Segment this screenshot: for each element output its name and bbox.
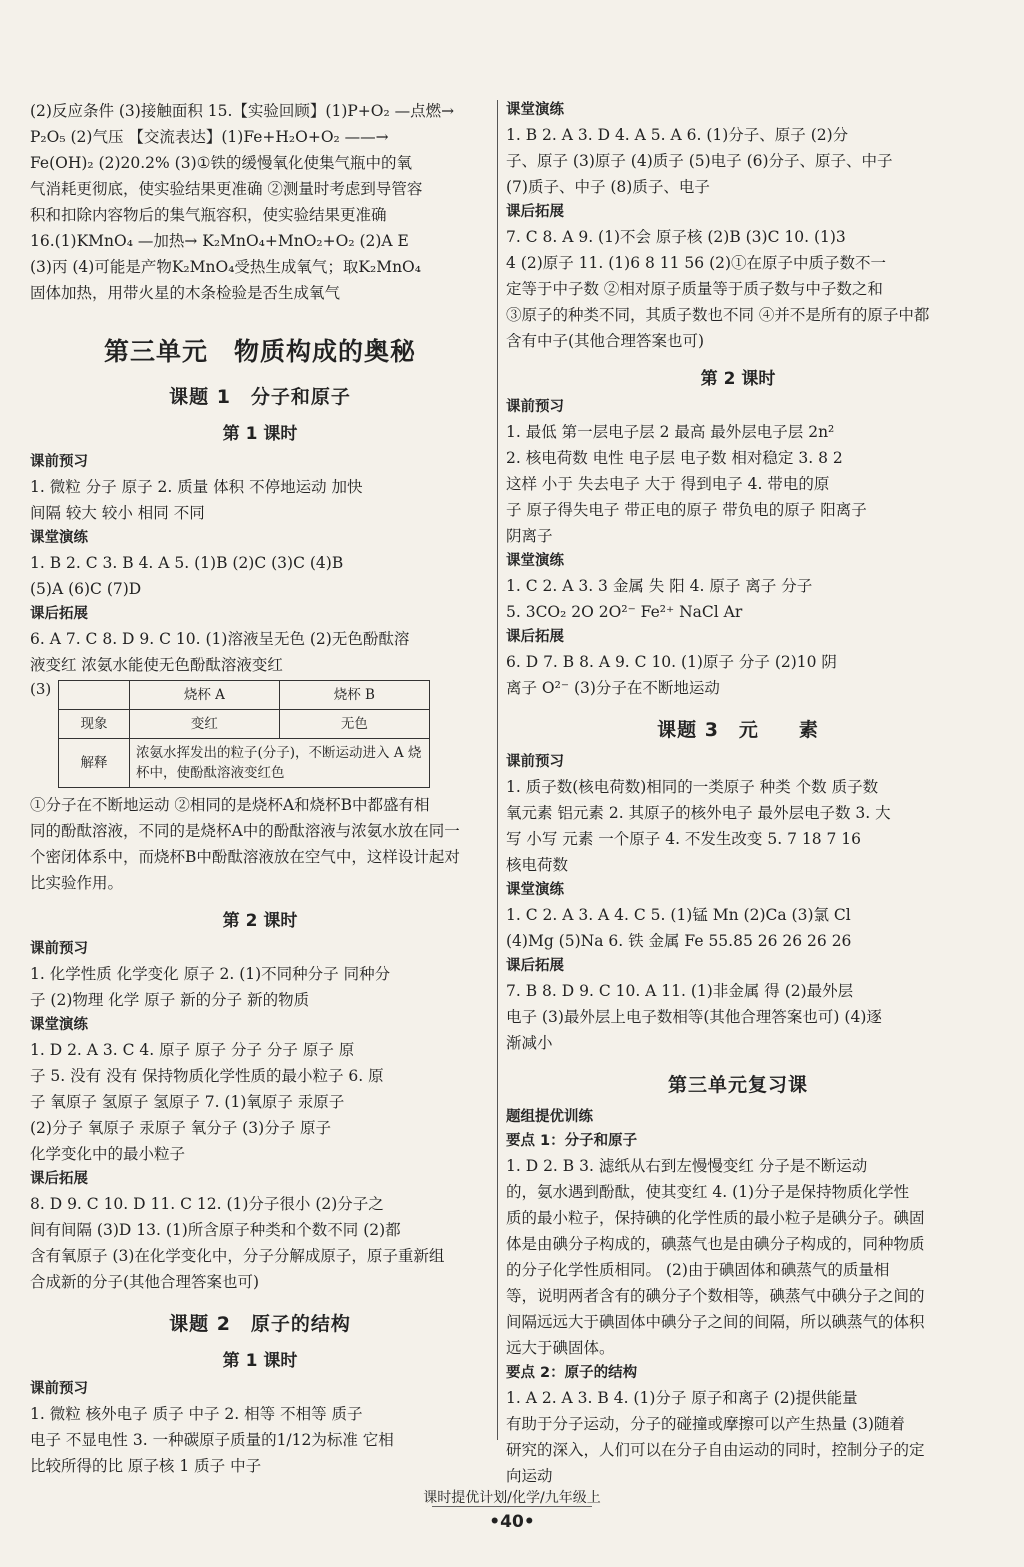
text-line: 电子 不显电性 3. 一种碳原子质量的1/12为标准 它相 — [30, 1431, 394, 1449]
text-line: 1. 最低 第一层电子层 2 最高 最外层电子层 2n² — [506, 423, 835, 441]
text-line: 1. D 2. B 3. 滤纸从右到左慢慢变红 分子是不断运动 — [506, 1157, 868, 1175]
text-line: 电子 (3)最外层上电子数相等(其他合理答案也可) (4)逐 — [506, 1008, 882, 1026]
text-line: 合成新的分子(其他合理答案也可) — [30, 1273, 260, 1291]
text-line: 1. C 2. A 3. 3 金属 失 阳 4. 原子 离子 分子 — [506, 577, 813, 595]
section-heading: 课堂演练 — [506, 102, 564, 118]
table-row — [59, 739, 430, 788]
section-heading: 课堂演练 — [506, 553, 564, 569]
text-line: 间隔 较大 较小 相同 不同 — [30, 504, 205, 522]
table-header-cell: 烧杯 B — [279, 681, 429, 710]
text-line: ①分子在不断地运动 ②相同的是烧杯A和烧杯B中都盛有相 — [30, 796, 430, 814]
text-line: 1. 微粒 分子 原子 2. 质量 体积 不停地运动 加快 — [30, 478, 363, 496]
text-line: 7. B 8. D 9. C 10. A 11. (1)非金属 得 (2)最外层 — [506, 982, 854, 1000]
table-header-cell: 烧杯 A — [130, 681, 280, 710]
unit-title: 第三单元 物质构成的奥秘 — [103, 337, 416, 366]
text-line: 核电荷数 — [506, 856, 569, 874]
text-line: 等，说明两者含有的碘分子个数相等，碘蒸气中碘分子之间的 — [506, 1287, 925, 1305]
footer-rule — [432, 1506, 592, 1507]
text-line: 氧元素 铝元素 2. 其原子的核外电子 最外层电子数 3. 大 — [506, 804, 891, 822]
text-line: 子 氧原子 氢原子 氢原子 7. (1)氧原子 汞原子 — [30, 1093, 345, 1111]
text-line: P₂O₅ (2)气压 【交流表达】(1)Fe+H₂O+O₂ ——→ — [30, 128, 389, 146]
section-heading: 课前预习 — [30, 1381, 88, 1397]
footer-book-title: 课时提优计划/化学/九年级上 — [423, 1490, 601, 1506]
section-heading: 题组提优训练 — [506, 1109, 593, 1125]
section-heading: 课前预习 — [506, 754, 564, 770]
key-point-heading: 要点 1：分子和原子 — [506, 1133, 638, 1149]
topic-title: 课题 3 元 素 — [657, 719, 819, 741]
text-line: 8. D 9. C 10. D 11. C 12. (1)分子很小 (2)分子之 — [30, 1195, 384, 1213]
text-line: 1. 微粒 核外电子 质子 中子 2. 相等 不相等 质子 — [30, 1405, 363, 1423]
text-line: 气消耗更彻底，使实验结果更准确 ②测量时考虑到导管容 — [30, 180, 423, 198]
text-line: 定等于中子数 ②相对原子质量等于质子数与中子数之和 — [506, 280, 883, 298]
text-line: Fe(OH)₂ (2)20.2% (3)①铁的缓慢氧化使集气瓶中的氧 — [30, 154, 413, 172]
text-line: 1. 化学性质 化学变化 原子 2. (1)不同种分子 同种分 — [30, 965, 391, 983]
text-line: 液变红 浓氨水能使无色酚酞溶液变红 — [30, 656, 283, 674]
text-line: 子 5. 没有 没有 保持物质化学性质的最小粒子 6. 原 — [30, 1067, 384, 1085]
text-line: 有助于分子运动，分子的碰撞或摩擦可以产生热量 (3)随着 — [506, 1415, 905, 1433]
lesson-title: 第 1 课时 — [222, 424, 298, 444]
section-heading: 课堂演练 — [30, 530, 88, 546]
right-column — [506, 98, 970, 1489]
text-line: 积和扣除内容物后的集气瓶容积，使实验结果更准确 — [30, 206, 387, 224]
table-cell: 变红 — [130, 710, 280, 739]
text-line: 间有间隔 (3)D 13. (1)所含原子种类和个数不同 (2)都 — [30, 1221, 401, 1239]
text-line: 5. 3CO₂ 2O 2O²⁻ Fe²⁺ NaCl Ar — [506, 603, 743, 621]
text-line: 远大于碘固体。 — [506, 1339, 615, 1357]
text-line: 质的最小粒子，保持碘的化学性质的最小粒子是碘分子。碘固 — [506, 1209, 925, 1227]
text-line: 7. C 8. A 9. (1)不会 原子核 (2)B (3)C 10. (1)3 — [506, 228, 846, 246]
left-column — [30, 98, 490, 1479]
table-row — [59, 710, 430, 739]
text-line: 1. 质子数(核电荷数)相同的一类原子 种类 个数 质子数 — [506, 778, 879, 796]
text-line: 子 原子得失电子 带正电的原子 带负电的原子 阳离子 — [506, 501, 867, 519]
text-line: 16.(1)KMnO₄ —加热→ K₂MnO₄+MnO₂+O₂ (2)A E — [30, 232, 409, 250]
experiment-table-block — [30, 680, 490, 788]
text-line: (5)A (6)C (7)D — [30, 580, 142, 598]
table-row-label: 解释 — [59, 739, 130, 788]
section-heading: 课后拓展 — [30, 1171, 88, 1187]
section-heading: 课后拓展 — [506, 958, 564, 974]
table-cell: 无色 — [279, 710, 429, 739]
text-line: 比较所得的比 原子核 1 质子 中子 — [30, 1457, 262, 1475]
text-line: 1. D 2. A 3. C 4. 原子 原子 分子 分子 原子 原 — [30, 1041, 355, 1059]
text-line: 含有中子(其他合理答案也可) — [506, 332, 705, 350]
intro-answers — [30, 98, 490, 306]
text-line: 1. B 2. A 3. D 4. A 5. A 6. (1)分子、原子 (2)分 — [506, 126, 849, 144]
text-line: 1. C 2. A 3. A 4. C 5. (1)锰 Mn (2)Ca (3)氯 Cl — [506, 906, 851, 924]
text-line: 渐减小 — [506, 1034, 553, 1052]
text-line: (7)质子、中子 (8)质子、电子 — [506, 178, 710, 196]
table-row — [59, 681, 430, 710]
text-line: 4 (2)原子 11. (1)6 8 11 56 (2)①在原子中质子数不一 — [506, 254, 887, 272]
text-line: 个密闭体系中，而烧杯B中酚酞溶液放在空气中，这样设计起对 — [30, 848, 460, 866]
text-line: 1. A 2. A 3. B 4. (1)分子 原子和离子 (2)提供能量 — [506, 1389, 858, 1407]
text-line: 含有氧原子 (3)在化学变化中，分子分解成原子，原子重新组 — [30, 1247, 445, 1265]
topic-title: 课题 2 原子的结构 — [169, 1313, 351, 1335]
text-line: 间隔远远大于碘固体中碘分子之间的间隔，所以碘蒸气的体积 — [506, 1313, 925, 1331]
text-line: 子、原子 (3)原子 (4)质子 (5)电子 (6)分子、原子、中子 — [506, 152, 893, 170]
table-label: (3) — [30, 680, 52, 698]
text-line: 比实验作用。 — [30, 874, 124, 892]
text-line: 化学变化中的最小粒子 — [30, 1145, 186, 1163]
text-line: 离子 O²⁻ (3)分子在不断地运动 — [506, 679, 720, 697]
key-point-heading: 要点 2：原子的结构 — [506, 1365, 638, 1381]
text-line: 体是由碘分子构成的，碘蒸气也是由碘分子构成的，同种物质 — [506, 1235, 925, 1253]
page-number: •40• — [489, 1512, 535, 1532]
text-line: (2)分子 氧原子 汞原子 氧分子 (3)分子 原子 — [30, 1119, 332, 1137]
text-line: 2. 核电荷数 电性 电子层 电子数 相对稳定 3. 8 2 — [506, 449, 843, 467]
text-line: 写 小写 元素 一个原子 4. 不发生改变 5. 7 18 7 16 — [506, 830, 862, 848]
section-heading: 课后拓展 — [506, 204, 564, 220]
text-line: 这样 小于 失去电子 大于 得到电子 4. 带电的原 — [506, 475, 830, 493]
column-divider — [497, 100, 498, 1440]
text-line: 研究的深入，人们可以在分子自由运动的同时，控制分子的定 — [506, 1441, 925, 1459]
text-line: ③原子的种类不同，其质子数也不同 ④并不是所有的原子中都 — [506, 306, 930, 324]
table-row-label: 现象 — [59, 710, 130, 739]
text-line: (2)反应条件 (3)接触面积 15.【实验回顾】(1)P+O₂ —点燃→ — [30, 102, 455, 120]
lesson-title: 第 1 课时 — [222, 1351, 298, 1371]
experiment-table — [58, 680, 430, 788]
text-line: 1. B 2. C 3. B 4. A 5. (1)B (2)C (3)C (4)B — [30, 554, 344, 572]
text-line: 阴离子 — [506, 527, 553, 545]
review-title: 第三单元复习课 — [667, 1074, 808, 1096]
text-line: 的分子化学性质相同。 (2)由于碘固体和碘蒸气的质量相 — [506, 1261, 890, 1279]
text-line: 固体加热，用带火星的木条检验是否生成氧气 — [30, 284, 341, 302]
text-line: (3)丙 (4)可能是产物K₂MnO₄受热生成氧气；取K₂MnO₄ — [30, 258, 421, 276]
text-line: 向运动 — [506, 1467, 553, 1485]
text-line: 6. D 7. B 8. A 9. C 10. (1)原子 分子 (2)10 阴 — [506, 653, 837, 671]
text-line: 子 (2)物理 化学 原子 新的分子 新的物质 — [30, 991, 310, 1009]
section-heading: 课前预习 — [506, 399, 564, 415]
table-cell: 浓氨水挥发出的粒子(分子)，不断运动进入 A 烧杯中，使酚酞溶液变红色 — [130, 739, 430, 788]
section-heading: 课堂演练 — [506, 882, 564, 898]
section-heading: 课前预习 — [30, 941, 88, 957]
section-heading: 课后拓展 — [30, 606, 88, 622]
topic-title: 课题 1 分子和原子 — [169, 386, 351, 408]
section-heading: 课前预习 — [30, 454, 88, 470]
text-line: (4)Mg (5)Na 6. 铁 金属 Fe 55.85 26 26 26 26 — [506, 932, 852, 950]
lesson-title: 第 2 课时 — [700, 369, 776, 389]
section-heading: 课后拓展 — [506, 629, 564, 645]
lesson-title: 第 2 课时 — [222, 911, 298, 931]
text-line: 同的酚酞溶液，不同的是烧杯A中的酚酞溶液与浓氨水放在同一 — [30, 822, 460, 840]
text-line: 的，氨水遇到酚酞，使其变红 4. (1)分子是保持物质化学性 — [506, 1183, 910, 1201]
text-line: 6. A 7. C 8. D 9. C 10. (1)溶液呈无色 (2)无色酚酞溶 — [30, 630, 410, 648]
table-corner-cell — [59, 681, 130, 710]
section-heading: 课堂演练 — [30, 1017, 88, 1033]
